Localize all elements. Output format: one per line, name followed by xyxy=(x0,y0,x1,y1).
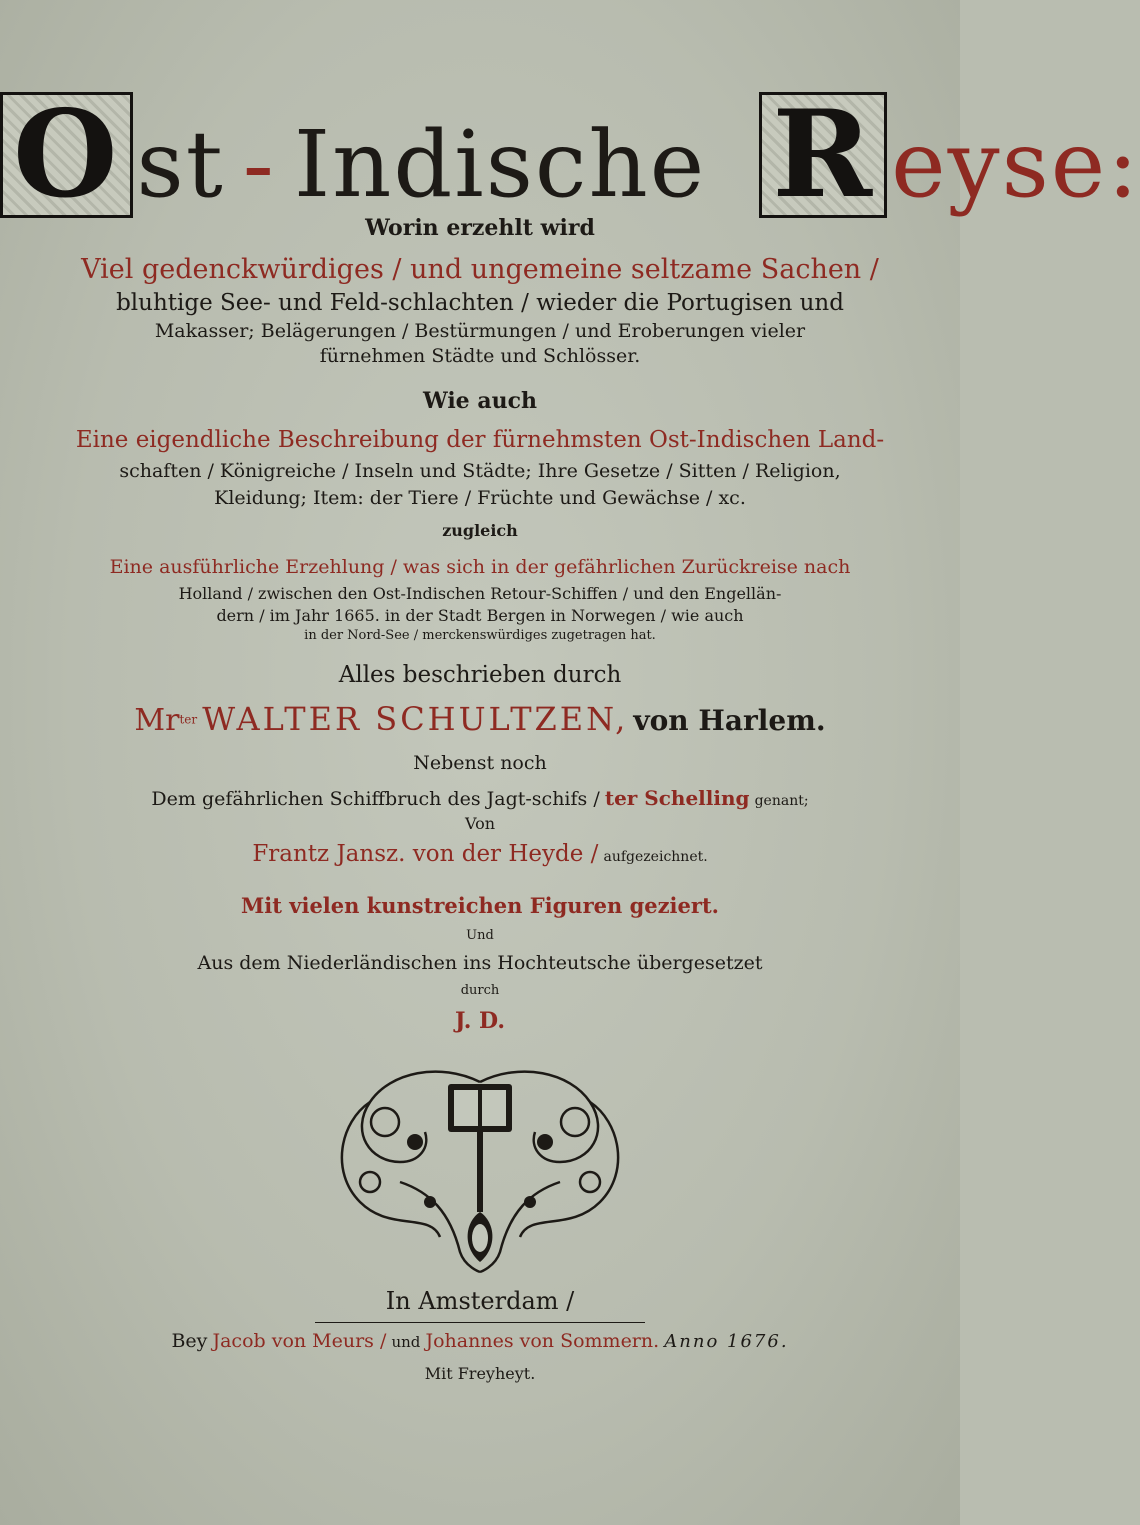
book-title: O st - Indische R eyse: xyxy=(0,92,960,218)
imprint-printer2: Johannes von Sommern. xyxy=(425,1330,660,1352)
para3-line2: Holland / zwischen den Ost-Indischen Retour-Schiffen / und den Engellän- xyxy=(178,584,782,603)
imprint-und: und xyxy=(391,1333,421,1351)
para2-line2: schaften / Königreiche / Inseln und Städte; Ihre Gesetze / Sitten / Religion, xyxy=(119,460,841,482)
imprint-bey: Bey xyxy=(171,1330,208,1352)
author-name: WALTER SCHULTZEN, xyxy=(202,700,629,738)
imprint-printer1: Jacob von Meurs / xyxy=(212,1330,387,1352)
figures-line: Mit vielen kunstreichen Figuren geziert. xyxy=(241,893,719,918)
para1-line2: bluhtige See- und Feld-schlachten / wieder die Portugisen und xyxy=(116,290,844,316)
shipwreck-line xyxy=(0,786,960,810)
recorder-line xyxy=(0,841,960,867)
und-label: Und xyxy=(466,928,494,943)
title-part-indische: Indische xyxy=(293,111,707,218)
author-prefix: Mr xyxy=(134,703,180,738)
subtitle-nebenst-noch: Nebenst noch xyxy=(413,752,547,774)
subtitle-alles-beschrieben: Alles beschrieben durch xyxy=(338,662,622,688)
para2-line3: Kleidung; Item: der Tiere / Früchte und Gewächse / xc. xyxy=(214,487,746,509)
shipwreck-end: genant; xyxy=(754,793,809,809)
translation-line: Aus dem Niederländischen ins Hochteutsche übergesetzet xyxy=(197,952,763,974)
translator-initials: J. D. xyxy=(455,1008,505,1034)
title-part-ost: st xyxy=(136,111,225,218)
author-suffix: von Harlem. xyxy=(633,704,826,737)
title-part-reyse: eyse: xyxy=(891,111,1140,218)
para1-line3: Makasser; Belägerungen / Bestürmungen / und Eroberungen vieler xyxy=(154,320,806,342)
place-line: In Amsterdam / xyxy=(385,1287,575,1315)
author-line xyxy=(0,700,960,738)
printer-ornament-icon xyxy=(330,1062,630,1277)
para3-line3: dern / im Jahr 1665. in der Stadt Bergen in Norwegen / wie auch xyxy=(216,606,744,625)
para1-line1: Viel gedenckwürdiges / und ungemeine seltzame Sachen / xyxy=(81,254,879,285)
para1-line4: fürnehmen Städte und Schlösser. xyxy=(319,345,641,367)
imprint-year: Anno 1676. xyxy=(664,1331,789,1352)
author-prefix-sup: ter xyxy=(179,712,198,727)
shipwreck-ship-name: ter Schelling xyxy=(604,786,750,810)
para3-line4: in der Nord-See / merckenswürdiges zugetragen hat. xyxy=(304,628,656,643)
para2-line1: Eine eigendliche Beschreibung der fürnehmsten Ost-Indischen Land- xyxy=(75,427,885,453)
von-label: Von xyxy=(464,814,496,833)
subtitle-zugleich: zugleich xyxy=(442,521,518,540)
title-initial-o: O xyxy=(0,92,133,218)
title-initial-r: R xyxy=(759,92,887,218)
subtitle-wie-auch: Wie auch xyxy=(423,388,537,414)
subtitle-worin: Worin erzehlt wird xyxy=(365,215,595,241)
para3-line1: Eine ausführliche Erzehlung / was sich in der gefährlichen Zurückreise nach xyxy=(109,556,851,578)
imprint-line xyxy=(0,1330,960,1352)
shipwreck-text: Dem gefährlichen Schiffbruch des Jagt-schifs / xyxy=(151,788,600,810)
privilege-line: Mit Freyheyt. xyxy=(424,1364,536,1383)
recorder-note: aufgezeichnet. xyxy=(603,849,708,865)
recorder-name: Frantz Jansz. von der Heyde / xyxy=(252,841,599,867)
durch-label: durch xyxy=(460,983,500,998)
rule-divider xyxy=(315,1322,645,1323)
